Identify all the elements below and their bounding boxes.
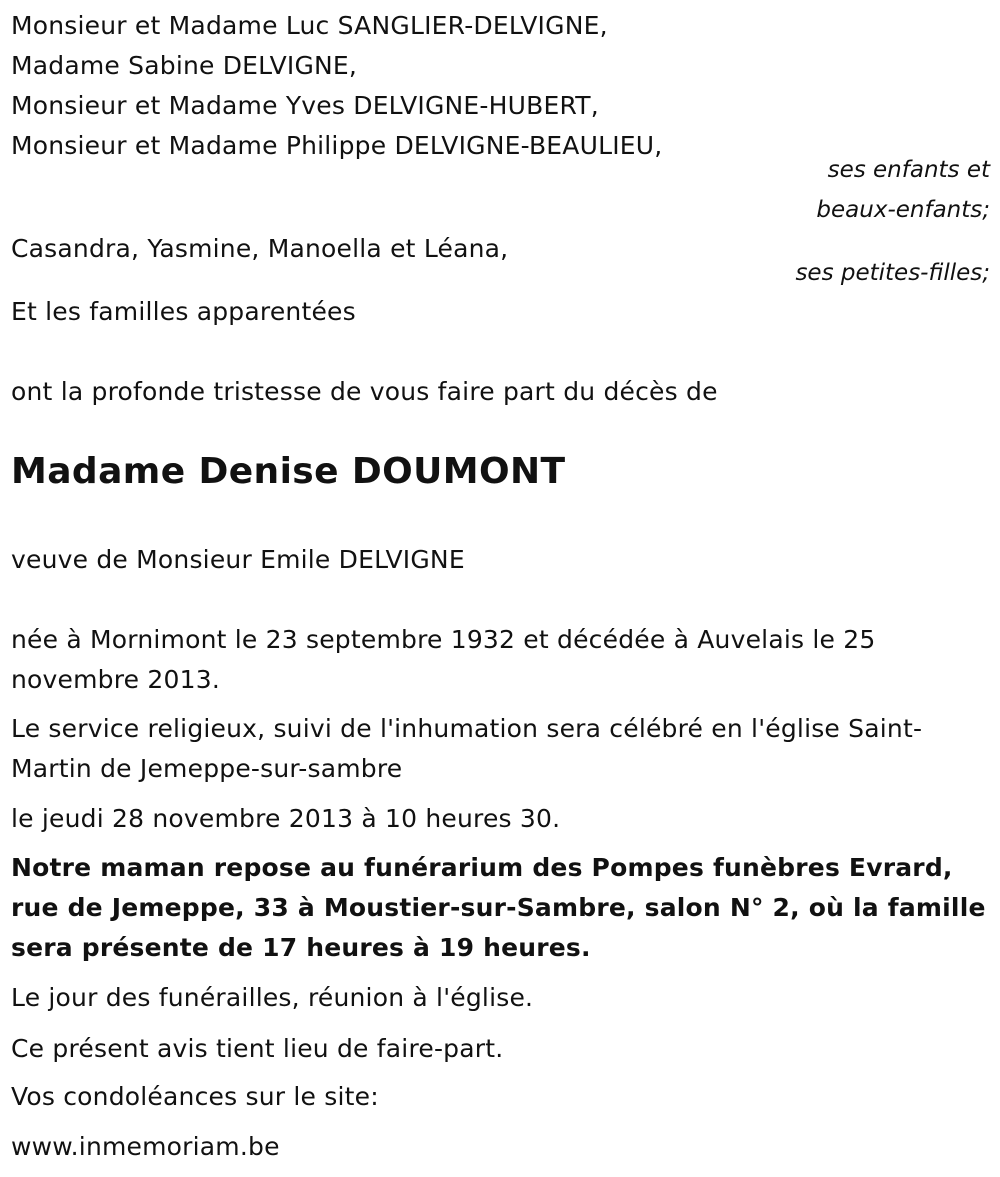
funeral-meeting-line: Le jour des funérailles, réunion à l'église. xyxy=(11,983,534,1012)
condolences-line: Vos condoléances sur le site: xyxy=(11,1082,379,1111)
announcement-text: ont la profonde tristesse de vous faire part du décès de xyxy=(11,377,718,406)
grandchildren-names: Casandra, Yasmine, Manoella et Léana, xyxy=(11,234,509,263)
funerarium-paragraph: Notre maman repose au funérarium des Pompes funèbres Evrard, rue de Jemeppe, 33 à Moustier-sur-Sambre, salon N° 2, où la famille sera présente de 17 heures à 19 heures. xyxy=(11,853,986,962)
website-link[interactable]: www.inmemoriam.be xyxy=(11,1132,280,1161)
service-date-line: le jeudi 28 novembre 2013 à 10 heures 30. xyxy=(11,804,561,833)
children-role-line-2: beaux-enfants; xyxy=(816,197,990,223)
family-child-line-3: Monsieur et Madame Yves DELVIGNE-HUBERT, xyxy=(11,91,599,120)
birth-death-paragraph: née à Mornimont le 23 septembre 1932 et décédée à Auvelais le 25 novembre 2013. xyxy=(11,625,876,694)
widow-of-line: veuve de Monsieur Emile DELVIGNE xyxy=(11,545,465,574)
family-child-line-4: Monsieur et Madame Philippe DELVIGNE-BEAULIEU, xyxy=(11,131,663,160)
religious-service-paragraph: Le service religieux, suivi de l'inhumation sera célébré en l'église Saint-Martin de Jemeppe-sur-sambre xyxy=(11,714,923,783)
relatives-line: Et les familles apparentées xyxy=(11,297,356,326)
grandchildren-role: ses petites-filles; xyxy=(795,260,990,286)
family-child-line-1: Monsieur et Madame Luc SANGLIER-DELVIGNE, xyxy=(11,11,608,40)
family-child-line-2: Madame Sabine DELVIGNE, xyxy=(11,51,358,80)
children-role-line-1: ses enfants et xyxy=(827,157,990,183)
notice-line: Ce présent avis tient lieu de faire-part. xyxy=(11,1034,504,1063)
deceased-name: Madame Denise DOUMONT xyxy=(11,451,566,492)
